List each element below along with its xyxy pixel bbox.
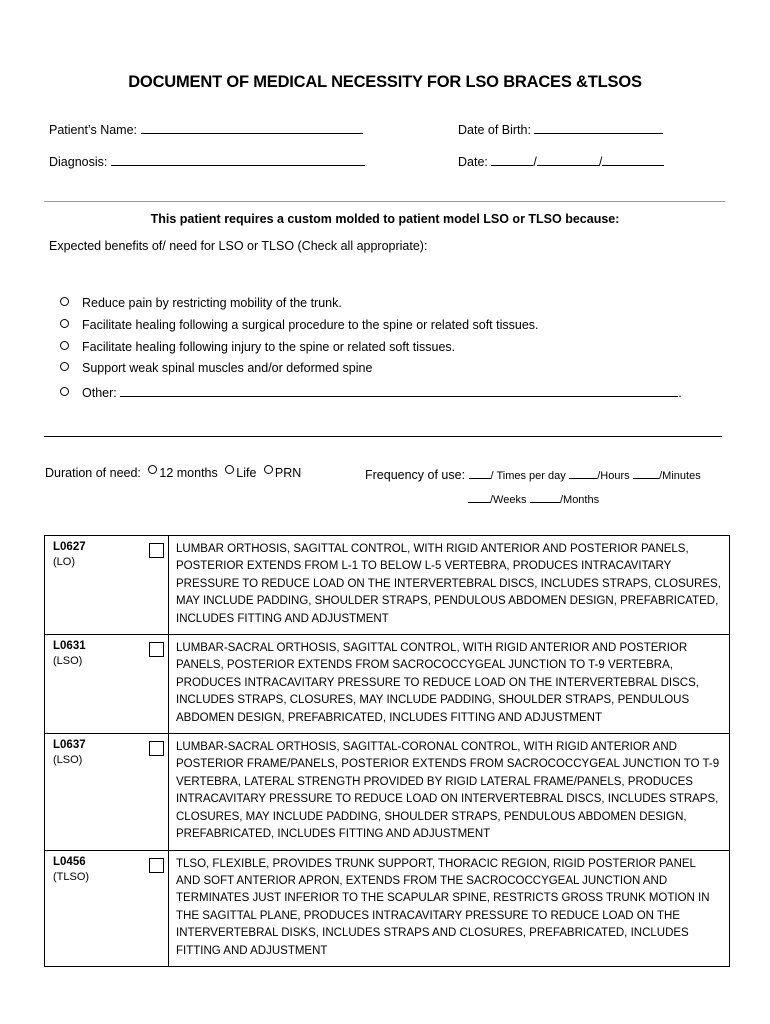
patient-name-row (49, 120, 363, 137)
duration-option-prn[interactable]: PRN (274, 466, 302, 480)
other-label: Other: (82, 386, 117, 400)
times-per-day-field[interactable] (469, 465, 491, 479)
benefit-option-label: Facilitate healing following a surgical procedure to the spine or related soft tissues. (82, 318, 539, 332)
date-year-field[interactable] (602, 152, 664, 166)
code-type: (LSO) (53, 655, 83, 668)
checkbox[interactable] (149, 642, 164, 657)
other-field[interactable] (120, 383, 678, 397)
benefit-option-label: Support weak spinal muscles and/or deformed spine (82, 361, 373, 375)
weeks-field[interactable] (468, 489, 490, 503)
code-cell (45, 536, 169, 635)
divider (44, 436, 722, 437)
code-number: L0627 (53, 541, 86, 553)
code-number: L0631 (53, 640, 86, 653)
code-cell (45, 635, 169, 734)
minutes-label: /Minutes (659, 470, 701, 482)
code-type: (LSO) (53, 754, 83, 767)
radio-circle-icon[interactable] (60, 341, 69, 350)
months-field[interactable] (530, 489, 560, 503)
date-month-field[interactable] (491, 152, 533, 166)
code-number: L0637 (53, 739, 86, 752)
diagnosis-row (49, 152, 365, 169)
checkbox[interactable] (149, 858, 164, 873)
other-period: . (678, 386, 682, 400)
frequency-label: Frequency of use: (365, 468, 466, 482)
date-row (458, 152, 664, 169)
minutes-field[interactable] (633, 465, 659, 479)
code-type: (TLSO) (53, 870, 90, 883)
code-description: LUMBAR ORTHOSIS, SAGITTAL CONTROL, WITH RIGID ANTERIOR AND POSTERIOR PANELS, POSTERIOR EXTENDS FROM L-1 TO BELOW L-5 VERTEBRA, PRODUCES INTRACAVITARY PRESSURE TO REDUCE LOAD ON THE INTERVERTEBRAL DISCS, INCLUDES STRAPS, CLOSURES, MAY INCLUDE PADDING, SHOULDER STRAPS, PENDULOUS ABDOMEN DESIGN, PREFABRICATED, INCLUDES FITTING AND ADJUSTMENT (169, 536, 730, 635)
page-title: DOCUMENT OF MEDICAL NECESSITY FOR LSO BRACES &TLSOS (128, 73, 642, 91)
code-description: LUMBAR-SACRAL ORTHOSIS, SAGITTAL CONTROL, WITH RIGID ANTERIOR AND POSTERIOR PANELS, POSTERIOR EXTENDS FROM SACROCOCCYGEAL JUNCTION TO T-9 VERTEBRA, PRODUCES INTRACAVITARY PRESSURE TO REDUCE LOAD ON THE INTERVERTEBRAL DISCS, INCLUDES STRAPS, CLOSURES, MAY INCLUDE PADDING, SHOULDER STRAPS, PENDULOUS ABDOMEN DESIGN, PREFABRICATED, INCLUDES FITTING AND ADJUSTMENT (169, 635, 730, 734)
weeks-label: /Weeks (490, 494, 527, 506)
code-cell (45, 850, 169, 966)
benefit-option[interactable] (60, 361, 372, 375)
codes-table (44, 535, 730, 967)
radio-circle-icon[interactable] (60, 319, 69, 328)
dob-label: Date of Birth: (458, 123, 531, 137)
radio-circle-icon[interactable] (60, 362, 69, 371)
benefit-option-label: Facilitate healing following injury to the spine or related soft tissues. (82, 340, 456, 354)
date-day-field[interactable] (537, 152, 599, 166)
code-cell (45, 734, 169, 850)
requirement-statement: This patient requires a custom molded to patient model LSO or TLSO because: (150, 212, 620, 226)
months-label: /Months (559, 494, 600, 506)
times-per-day-label: / Times per day (490, 470, 566, 482)
dob-row (458, 120, 663, 137)
checkbox[interactable] (149, 543, 164, 558)
benefit-option[interactable] (60, 340, 455, 354)
code-description: LUMBAR-SACRAL ORTHOSIS, SAGITTAL-CORONAL CONTROL, WITH RIGID ANTERIOR AND POSTERIOR FRAME/PANELS, POSTERIOR EXTENDS FROM SACROCOCCYGEAL JUNCTION TO T-9 VERTEBRA, LATERAL STRENGTH PROVIDED BY RIGID LATERAL FRAME/PANELS, PRODUCES INTRACAVITARY PRESSURE TO REDUCE LOAD ON INTERVERTEBRAL DISCS, INCLUDES STRAPS, CLOSURES, MAY INCLUDE PADDING, SHOULDER STRAPS, PENDULOUS ABDOMEN DESIGN, PREFABRICATED, INCLUDES FITTING AND ADJUSTMENT (169, 734, 730, 850)
divider (44, 201, 725, 202)
frequency-row-2 (468, 489, 599, 506)
benefit-option-label: Reduce pain by restricting mobility of the trunk. (82, 296, 342, 310)
hours-field[interactable] (569, 465, 597, 479)
diagnosis-field[interactable] (111, 152, 365, 166)
dob-field[interactable] (534, 120, 663, 134)
radio-circle-icon[interactable] (148, 465, 157, 474)
frequency-row (365, 465, 701, 482)
checkbox[interactable] (149, 741, 164, 756)
radio-circle-icon[interactable] (264, 465, 273, 474)
date-label: Date: (458, 155, 488, 169)
benefit-option-other[interactable] (60, 383, 682, 400)
code-number: L0456 (53, 855, 86, 868)
table-row (45, 734, 730, 850)
benefits-prompt: Expected benefits of/ need for LSO or TLSO (Check all appropriate): (49, 239, 428, 253)
date-separator: / (533, 155, 537, 169)
code-type: (LO) (53, 556, 75, 568)
patient-name-label: Patient’s Name: (49, 123, 138, 137)
patient-name-field[interactable] (141, 120, 363, 134)
radio-circle-icon[interactable] (225, 465, 234, 474)
table-row (45, 635, 730, 734)
duration-row (45, 465, 301, 480)
radio-circle-icon[interactable] (60, 387, 69, 396)
table-row (45, 850, 730, 966)
duration-option-12-months[interactable]: 12 months (159, 466, 218, 480)
hours-label: /Hours (597, 470, 630, 482)
duration-option-life[interactable]: Life (236, 466, 257, 480)
duration-label: Duration of need: (45, 466, 141, 480)
date-separator: / (598, 155, 603, 169)
diagnosis-label: Diagnosis: (49, 155, 108, 169)
radio-circle-icon[interactable] (60, 297, 69, 306)
code-description: TLSO, FLEXIBLE, PROVIDES TRUNK SUPPORT, THORACIC REGION, RIGID POSTERIOR PANEL AND SOFT ANTERIOR APRON, EXTENDS FROM THE SACROCOCCYGEAL JUNCTION AND TERMINATES JUST INFERIOR TO THE SCAPULAR SPINE, RESTRICTS GROSS TRUNK MOTION IN THE SAGITTAL PLANE, PRODUCES INTRACAVITARY PRESSURE TO REDUCE LOAD ON THE INTERVERTEBRAL DISKS, INCLUDES STRAPS AND CLOSURES, PREFABRICATED, INCLUDES FITTING AND ADJUSTMENT (169, 850, 730, 966)
benefit-option[interactable] (60, 296, 342, 310)
table-row (45, 536, 730, 635)
benefit-option[interactable] (60, 318, 539, 332)
